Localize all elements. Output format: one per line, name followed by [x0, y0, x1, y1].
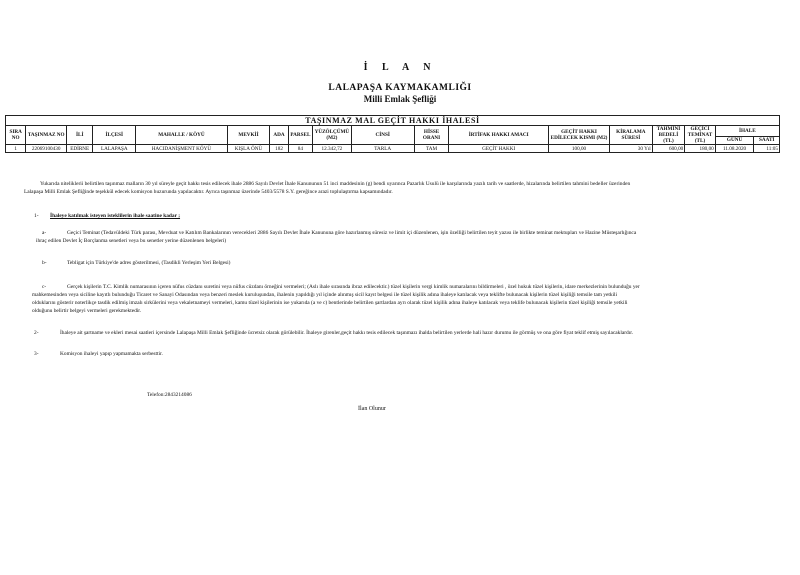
cell-saati: 11:05 — [754, 145, 780, 153]
section-3-text: Komisyon ihaleyi yapıp yapmamakta serbesttir. — [60, 351, 163, 357]
header-ilce: İLÇESİ — [93, 126, 136, 145]
organization-name: LALAPAŞA KAYMAKAMLIĞI — [328, 83, 472, 93]
cell-tasinmaz: 22069100430 — [26, 145, 67, 153]
closing-text: İlan Olunur — [358, 406, 386, 412]
cell-irtifak: GEÇİT HAKKI — [449, 145, 549, 153]
header-mahalle: MAHALLE / KÖYÜ — [136, 126, 228, 145]
cell-cinsi: TARLA — [351, 145, 414, 153]
cell-gecici: 180,00 — [685, 145, 716, 153]
item-c-line-3: olduklarını gösterir noterlikçe tasdik edilmiş imzalı sirkülerini veya vekaletnameyi vermeleri, kamu tüzel kişilerinin ise yukarıda (a ve c) bentlerinde belirtilen şartlardan ayrı olarak tüzel kişilik adına ihaleye katılacak veya teklife bulunacak kişilerin tüzel kişiliği temsile yetkili — [32, 300, 628, 306]
intro-line-2: Lalapaşa Milli Emlak Şefliğinde teşekkül edecek komisyon huzurunda yapılacaktır. Ayrıca taşınmaz üzerinde 5403/5578 S.Y. gereğince arazi toplulaştırma kapsamındadır. — [24, 189, 393, 195]
intro-line-1: Yukarıda niteliklerii belirtilen taşınmaz malların 30 yıl süreyle geçit hakkı tesis edilecek ihale 2886 Sayılı Devlet İhale Kanununun 51 inci maddesinin (g) bendi uyarınca Pazarlık Usulü ile karşılarında yazılı tarih ve saatlerde, hizalarında belirtilen tahmini bedeller üzerinden — [40, 181, 631, 187]
section-3-number: 3- — [34, 351, 39, 357]
cell-mahalle: HACIDANİŞMENT KÖYÜ — [136, 145, 228, 153]
header-gecit-kismi: GEÇİT HAKKI EDİLECEK KISMI (M2) — [549, 126, 610, 145]
item-a-label: a- — [42, 230, 47, 236]
header-yuzolcumu: YÜZÖLÇÜMÜ (M2) — [313, 126, 352, 145]
notice-title: İ L A N — [363, 62, 437, 73]
table-row — [6, 145, 780, 153]
header-saati: SAATİ — [754, 136, 780, 144]
header-cinsi: CİNSİ — [351, 126, 414, 145]
header-tasinmaz: TAŞINMAZ NO — [26, 126, 67, 145]
item-b-text: Tebligat için Türkiye'de adres gösterilmesi, (Tasdikli Yerleşim Yeri Belgesi) — [67, 260, 231, 266]
header-mevkii: MEVKİİ — [227, 126, 270, 145]
header-hisse: HİSSE ORANI — [414, 126, 449, 145]
item-c-label: c- — [42, 284, 47, 290]
header-ada: ADA — [270, 126, 288, 145]
section-1-number: 1- — [34, 213, 39, 219]
section-1-title: İhaleye katılmak isteyen isteklilerin ihale saatine kadar ; — [50, 213, 181, 219]
cell-tahmini: 600,00 — [652, 145, 685, 153]
cell-gecit-kismi: 100,00 — [549, 145, 610, 153]
table-banner: TAŞINMAZ MAL GEÇİT HAKKI İHALESİ — [6, 116, 780, 126]
cell-hisse: TAM — [414, 145, 449, 153]
header-gecici: GEÇİCİ TEMİNAT (TL) — [685, 126, 716, 145]
header-irtifak: İRTİFAK HAKKI AMACI — [449, 126, 549, 145]
cell-parsel: 84 — [288, 145, 312, 153]
section-2-text: İhaleye ait şartname ve ekleri mesai saatleri içersinde Lalapaşa Milli Emlak Şefliğinde ücretsiz olarak görülebilir. İhaleye girenler,geçit hakkı tesis edilecek taşınmazı ihalda belirtilen yerlerde hali hazır durumu ile görmüş ve ona göre fiyat teklif etmiş sayılacaklardır. — [60, 330, 634, 336]
item-c-line-1: Gerçek kişilerin T.C. Kimlik numarasının içeren nüfus cüzdanı suretini veya nüfus cüzdanı örneğini vermeleri; (Aslı ihale sırasında ibraz edilecektir.) tüzel kişilerin vergi kimlik numaralarını bildirmeleri , özel hukuk tüzel kişilerin, idare merkezlerinin bulunduğu yer — [67, 284, 640, 290]
header-kiralama: KİRALAMA SÜRESİ — [610, 126, 653, 145]
cell-ilce: LALAPAŞA — [93, 145, 136, 153]
cell-sira: 1 — [6, 145, 26, 153]
header-sira: SIRA NO — [6, 126, 26, 145]
item-c-line-4: olduğunu belirtir belgeyi vermeleri gerekmektedir. — [32, 308, 142, 314]
auction-table — [5, 115, 780, 153]
header-ihale: İHALE — [715, 126, 779, 137]
cell-kiralama: 30 Yıl — [610, 145, 653, 153]
cell-yuzolcumu: 12.342,72 — [313, 145, 352, 153]
item-c-line-2: mahkemesinden veya siciline kayıtlı bulunduğu Ticaret ve Sanayi Odasından veya benzeri meslek kuruluşundan, ihalenin yapıldığı yıl içinde alınmış sicil kayıt belgesi ile tüzel kişilik adına ihaleye katılacak veya teklifte bulunacak kişilerin tüzel kişiliği temsile tam yetkili — [32, 292, 618, 298]
header-tahmini: TAHMİNİ BEDELİ (TL) — [652, 126, 685, 145]
department-name: Milli Emlak Şefliği — [363, 94, 437, 104]
cell-il: EDİRNE — [67, 145, 93, 153]
header-parsel: PARSEL — [288, 126, 312, 145]
header-il: İLİ — [67, 126, 93, 145]
item-a-line-2: ihraç edilen Devlet İç Borçlanma senetleri veya bu senetler yerine düzenlenen belgeleri) — [36, 238, 227, 244]
phone-number: Telefon:2843214086 — [147, 392, 192, 398]
item-b-label: b- — [42, 260, 47, 266]
header-gunu: GÜNÜ — [715, 136, 754, 144]
item-a-line-1: Geçici Teminat (Tedavüldeki Türk parası, Mevduat ve Katılım Bankalarının verecekleri 2886 Sayılı Devlet İhale Kanununa göre hazırlanmış süresiz ve limit içi düzenlenen, işin özelliği belirtilen teyit yazısı ile birlikte teminat mektupları ve Hazine Müsteşarlığınca — [67, 230, 637, 236]
cell-mevkii: KIŞLA ÖNÜ — [227, 145, 270, 153]
cell-ada: 182 — [270, 145, 288, 153]
section-2-number: 2- — [34, 330, 39, 336]
cell-gunu: 11.08.2020 — [715, 145, 754, 153]
